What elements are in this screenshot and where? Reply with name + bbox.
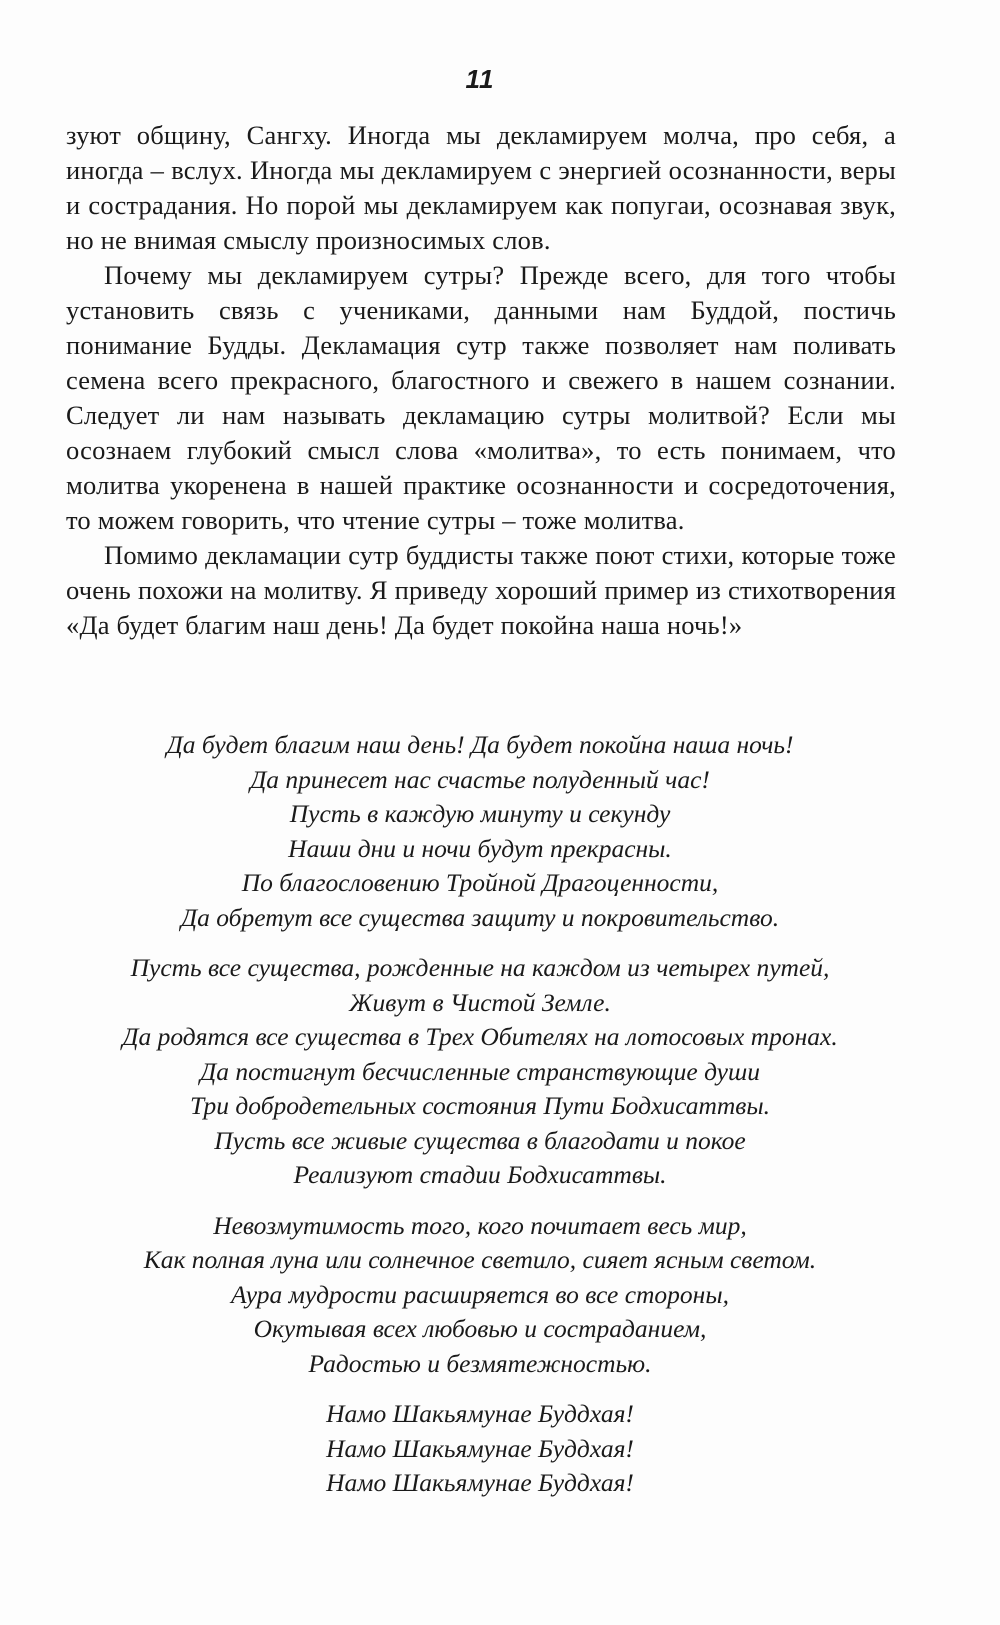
paragraph-continuation: зуют общину, Сангху. Иногда мы декламируем молча, про себя, а иногда – вслух. Иногда мы декламируем с энергией осознанности, веры и сострадания. Но порой мы декламируем как попугаи, осознавая звук, но не внимая смыслу произносимых слов. — [66, 120, 896, 255]
poem-line: Пусть в каждую минуту и секунду — [289, 799, 671, 828]
poem-line: Три добродетельных состояния Пути Бодхисаттвы. — [189, 1091, 771, 1120]
poem — [20, 728, 940, 1517]
poem-line: Да родятся все существа в Трех Обителях на лотосовых тронах. — [122, 1022, 838, 1051]
poem-line: Как полная луна или солнечное светило, сияет ясным светом. — [143, 1245, 817, 1274]
poem-line: По благословению Тройной Драгоценности, — [241, 868, 719, 897]
poem-stanza — [20, 951, 940, 1193]
poem-line: Пусть все живые существа в благодати и покое — [214, 1125, 746, 1155]
poem-line: Невозмутимость того, кого почитает весь мир, — [213, 1210, 747, 1240]
poem-line: Пусть все существа, рожденные на каждом из четырех путей, — [130, 953, 830, 982]
poem-line: Да обретут все существа защиту и покровительство. — [180, 902, 780, 932]
poem-stanza — [20, 1209, 940, 1382]
poem-line: Намо Шакьямунае Буддхая! — [326, 1468, 634, 1497]
poem-line: Аура мудрости расширяется во все стороны, — [231, 1279, 729, 1309]
poem-stanza-refrain — [20, 1397, 940, 1501]
poem-stanza — [20, 728, 940, 935]
poem-line: Живут в Чистой Земле. — [349, 987, 611, 1017]
poem-line: Радостью и безмятежностью. — [308, 1348, 652, 1378]
page-number: 11 — [465, 64, 495, 94]
poem-line: Намо Шакьямунае Буддхая! — [326, 1399, 634, 1428]
poem-line: Да будет благим наш день! Да будет покойна наша ночь! — [166, 730, 794, 759]
poem-line: Намо Шакьямунае Буддхая! — [326, 1433, 634, 1463]
poem-line: Наши дни и ночи будут прекрасны. — [288, 833, 672, 863]
poem-line: Да постигнут бесчисленные странствующие души — [200, 1056, 760, 1086]
paragraph: Помимо декламации сутр буддисты также поют стихи, которые тоже очень похожи на молитву. Я приведу хороший пример из стихотворения «Да будет благим наш день! Да будет покойна наша ночь!» — [66, 540, 896, 640]
paragraph: Почему мы декламируем сутры? Прежде всего, для того чтобы установить связь с учениками, данными нам Буддой, постичь понимание Будды. Декламация сутр также позволяет нам поливать семена всего прекрасного, благостного и свежего в нашем сознании. Следует ли нам называть декламацию сутры молитвой? Если мы осознаем глубокий смысл слова «молитва», то есть понимаем, что молитва укоренена в нашей практике осознанности и сосредоточения, то можем говорить, что чтение сутры – тоже молитва. — [66, 260, 896, 535]
poem-line: Окутывая всех любовью и состраданием, — [253, 1314, 707, 1343]
body-text — [66, 118, 896, 643]
poem-line: Да принесет нас счастье полуденный час! — [250, 764, 710, 794]
poem-line: Реализуют стадии Бодхисаттвы. — [293, 1160, 667, 1189]
